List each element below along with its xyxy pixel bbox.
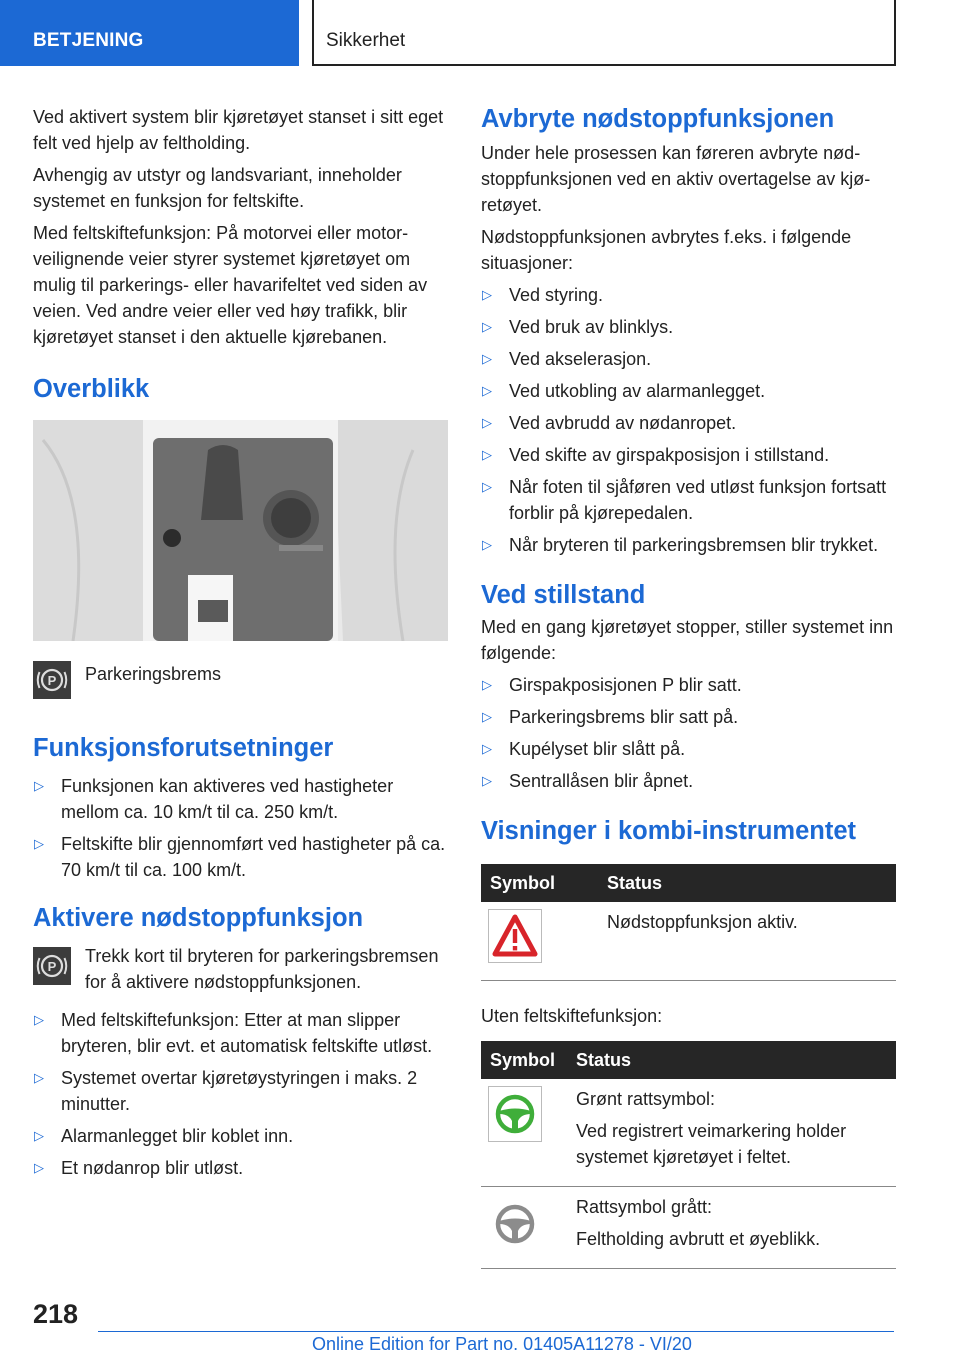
standstill-list: [481, 672, 896, 794]
list-item: ▷ Når foten til sjåføren ved utløst funksjon fortsatt forblir på kjørepedalen.: [481, 474, 896, 526]
status-text: Ved registrert veimarkering holder systemet kjøretøyet i feltet.: [576, 1121, 847, 1167]
list-item: ▷ Ved avbrudd av nødanropet.: [481, 410, 896, 436]
triangle-bullet-icon: ▷: [34, 778, 44, 793]
status-table-2: [481, 1041, 896, 1269]
triangle-bullet-icon: ▷: [34, 1128, 44, 1143]
green-steering-wheel-icon: [488, 1086, 542, 1142]
list-item: ▷ Ved styring.: [481, 282, 896, 308]
cancel-heading: Avbryte nødstoppfunksjonen: [481, 105, 835, 133]
footer-edition: Online Edition for Part no. 01405A11278 - VI/20: [312, 1334, 692, 1354]
table-header-status: Status: [567, 1041, 896, 1079]
standstill-heading: Ved stillstand: [481, 581, 646, 609]
gear-console-photo: [33, 420, 448, 641]
svg-text:P: P: [47, 959, 57, 974]
parking-brake-row: [33, 661, 448, 703]
requirements-heading: Funksjonsforutsetninger: [33, 734, 334, 762]
requirements-list: [33, 773, 448, 883]
triangle-bullet-icon: ▷: [482, 351, 492, 366]
footer-divider: [98, 1331, 894, 1332]
intro-paragraph-2: Avhengig av utstyr og landsvariant, inneholder systemet en funksjon for feltskifte.: [33, 165, 402, 211]
triangle-bullet-icon: ▷: [482, 287, 492, 302]
triangle-bullet-icon: ▷: [482, 537, 492, 552]
status-text: Rattsymbol grått:: [576, 1197, 713, 1217]
section-title: Sikkerhet: [326, 30, 406, 51]
triangle-bullet-icon: ▷: [482, 447, 492, 462]
status-table-1: [481, 864, 896, 981]
list-item: ▷ Girspakposisjonen P blir satt.: [481, 672, 896, 698]
table-header-symbol: Symbol: [481, 864, 598, 902]
triangle-bullet-icon: ▷: [482, 773, 492, 788]
section-tab: [312, 0, 896, 66]
triangle-bullet-icon: ▷: [34, 1160, 44, 1175]
list-item: ▷ Feltskifte blir gjennomført ved hastigheter på ca. 70 km/t til ca. 100 km/t.: [33, 831, 448, 883]
cancel-paragraph-2: Nødstoppfunksjonen avbrytes f.eks. i følgende situasjoner:: [481, 227, 852, 273]
cancel-list: [481, 282, 896, 558]
list-item: ▷ Ved akselerasjon.: [481, 346, 896, 372]
activate-list: [33, 1007, 448, 1181]
activate-text: Trekk kort til bryteren for parkeringsbremsen for å aktivere nødstoppfunksjonen.: [85, 946, 439, 992]
list-item: ▷ Ved bruk av blinklys.: [481, 314, 896, 340]
triangle-bullet-icon: ▷: [34, 836, 44, 851]
activate-row: [33, 943, 448, 995]
status-text: Nødstoppfunksjon aktiv.: [598, 902, 896, 981]
without-lane-change-label: Uten feltskiftefunksjon:: [481, 1006, 663, 1026]
standstill-paragraph: Med en gang kjøretøyet stopper, stiller systemet inn følgende:: [481, 617, 894, 663]
list-item: ▷ Med feltskiftefunksjon: Etter at man slipper bryteren, blir evt. et automatisk feltskifte utløst.: [33, 1007, 448, 1059]
page-number: 218: [33, 1299, 79, 1329]
intro-paragraph-3: Med feltskiftefunksjon: På motorvei eller motorveilignende veier styrer systemet kjøretøyet om mulig til parkerings- eller havarifeltet ved siden av veien. Ved andre veier eller ved høy trafikk, blir kjøretøyet stanset i den aktuelle kjørebanen.: [33, 223, 428, 347]
triangle-bullet-icon: ▷: [34, 1012, 44, 1027]
table-row: [481, 902, 896, 981]
overview-heading: Overblikk: [33, 375, 150, 403]
list-item: ▷ Parkeringsbrems blir satt på.: [481, 704, 896, 730]
activate-heading: Aktivere nødstoppfunksjon: [33, 904, 364, 932]
right-column: [481, 104, 896, 1269]
table-row: [481, 1079, 896, 1187]
table-row: [481, 1187, 896, 1269]
parking-brake-icon: [33, 661, 71, 699]
table-header-symbol: Symbol: [481, 1041, 567, 1079]
list-item: ▷ Kupélyset blir slått på.: [481, 736, 896, 762]
chapter-title: BETJENING: [33, 30, 144, 51]
triangle-bullet-icon: ▷: [482, 415, 492, 430]
grey-steering-wheel-icon: [488, 1194, 542, 1250]
triangle-bullet-icon: ▷: [482, 479, 492, 494]
list-item: ▷ Funksjonen kan aktiveres ved hastigheter mellom ca. 10 km/t til ca. 250 km/t.: [33, 773, 448, 825]
svg-text:P: P: [47, 673, 57, 688]
list-item: ▷ Alarmanlegget blir koblet inn.: [33, 1123, 448, 1149]
triangle-bullet-icon: ▷: [482, 741, 492, 756]
list-item: ▷ Når bryteren til parkeringsbremsen blir trykket.: [481, 532, 896, 558]
chapter-tab: [0, 0, 299, 66]
table-header-status: Status: [598, 864, 896, 902]
parking-brake-label: Parkeringsbrems: [85, 664, 222, 684]
triangle-bullet-icon: ▷: [482, 383, 492, 398]
list-item: ▷ Systemet overtar kjøretøystyringen i maks. 2 minutter.: [33, 1065, 448, 1117]
triangle-bullet-icon: ▷: [482, 319, 492, 334]
status-text: Grønt rattsymbol:: [576, 1089, 716, 1109]
cancel-paragraph-1: Under hele prosessen kan føreren avbryte nødstoppfunksjonen ved en aktiv overtagelse av kjøretøyet.: [481, 143, 871, 215]
intro-paragraph-1: Ved aktivert system blir kjøretøyet stanset i sitt eget felt ved hjelp av feltholding.: [33, 107, 444, 153]
list-item: ▷ Sentrallåsen blir åpnet.: [481, 768, 896, 794]
triangle-bullet-icon: ▷: [34, 1070, 44, 1085]
list-item: ▷ Et nødanrop blir utløst.: [33, 1155, 448, 1181]
list-item: ▷ Ved utkobling av alarmanlegget.: [481, 378, 896, 404]
warning-triangle-icon: [488, 909, 542, 963]
status-text: Feltholding avbrutt et øyeblikk.: [576, 1229, 821, 1249]
parking-brake-icon: [33, 947, 71, 985]
triangle-bullet-icon: ▷: [482, 677, 492, 692]
display-heading: Visninger i kombi-instrumentet: [481, 817, 857, 845]
list-item: ▷ Ved skifte av girspakposisjon i stillstand.: [481, 442, 896, 468]
left-column: [33, 104, 448, 1187]
triangle-bullet-icon: ▷: [482, 709, 492, 724]
